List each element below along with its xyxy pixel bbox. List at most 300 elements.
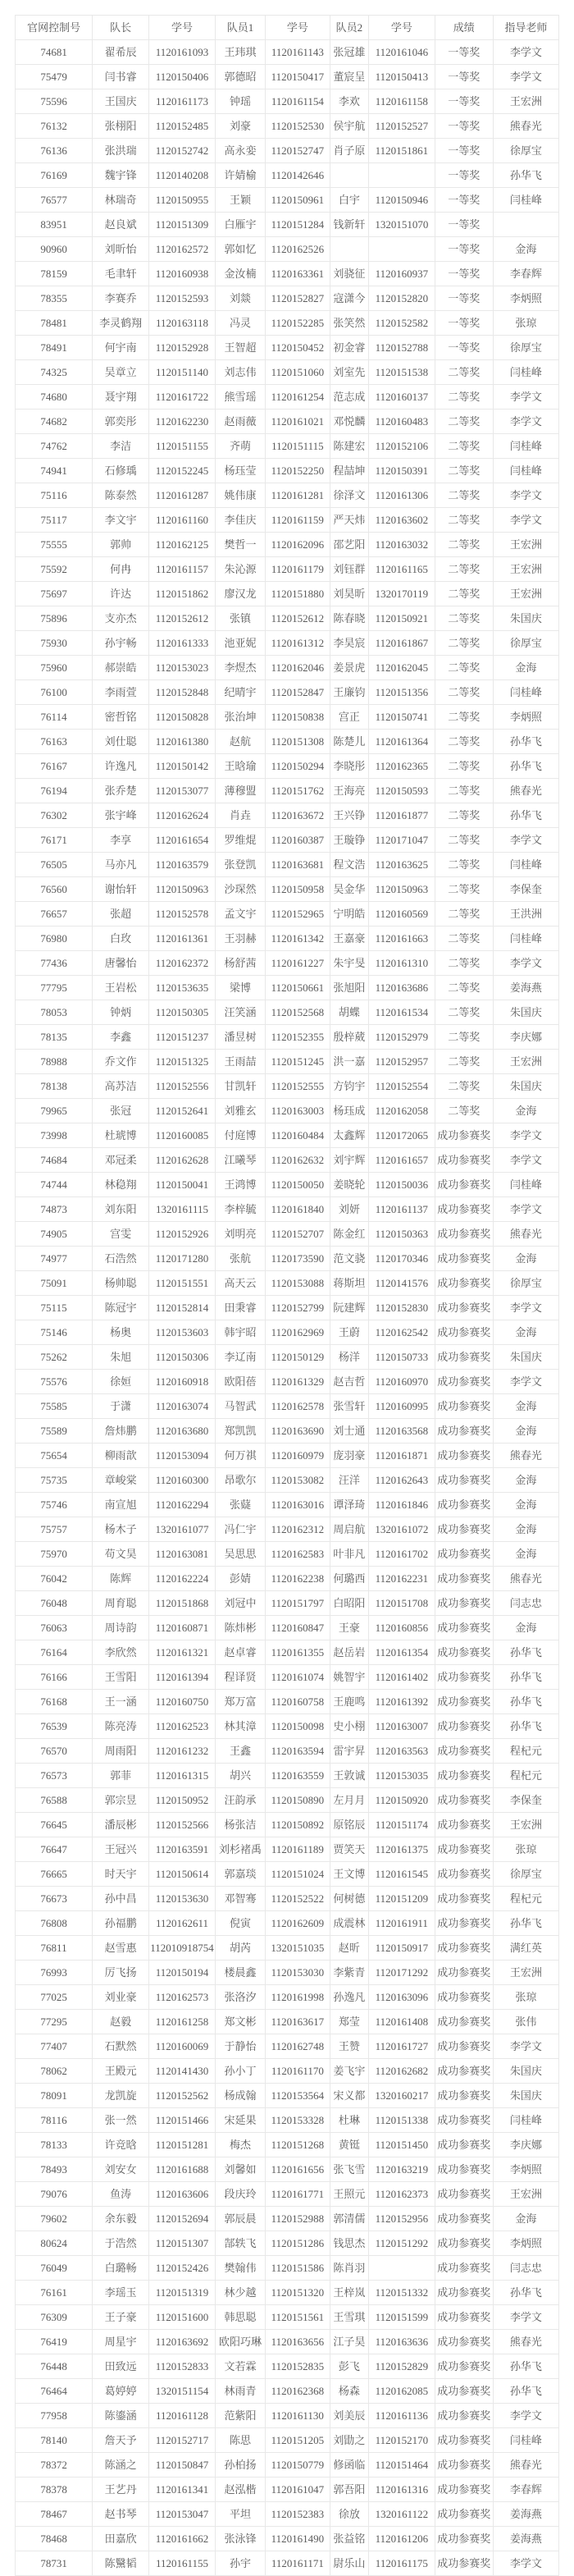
- cell-member1-id: 1120163672: [265, 803, 330, 828]
- cell-member2: 王蔚: [330, 1320, 368, 1345]
- table-row: [16, 2059, 559, 2084]
- cell-control-no: 78468: [16, 2527, 93, 2551]
- cell-advisor: 熊春光: [493, 2330, 558, 2354]
- cell-member1: 王晗瑜: [215, 754, 265, 779]
- cell-award: 一等奖: [435, 139, 493, 163]
- cell-member2-id: 1120163007: [368, 1714, 435, 1739]
- cell-member2-id: 1120161316: [368, 2478, 435, 2502]
- cell-leader: 邓冠柔: [93, 1148, 149, 1173]
- table-row: [16, 114, 559, 139]
- cell-member2-id: 1120163686: [368, 976, 435, 1000]
- cell-leader: 王殿元: [93, 2059, 149, 2084]
- cell-leader: 刘昕怡: [93, 237, 149, 262]
- table-row: [16, 385, 559, 410]
- cell-control-no: 76647: [16, 1837, 93, 1862]
- cell-leader-id: 1120151319: [149, 2281, 216, 2305]
- cell-member1-id: 1120151268: [265, 2133, 330, 2157]
- cell-member1: 胡芮: [215, 1936, 265, 1961]
- cell-member1-id: 1120162609: [265, 1911, 330, 1936]
- cell-member2: 姜景虎: [330, 656, 368, 680]
- cell-leader-id: 1120150305: [149, 1000, 216, 1025]
- cell-leader-id: 1120151466: [149, 2108, 216, 2133]
- cell-member1-id: 1120152827: [265, 286, 330, 311]
- cell-member2-id: 1120151356: [368, 680, 435, 705]
- cell-member1: 赵航: [215, 730, 265, 754]
- cell-award: 成功参赛奖: [435, 1887, 493, 1911]
- cell-award: 成功参赛奖: [435, 2527, 493, 2551]
- cell-member1: 林雨青: [215, 2379, 265, 2404]
- cell-member2-id: 1120161137: [368, 1197, 435, 1222]
- cell-award: 成功参赛奖: [435, 2281, 493, 2305]
- cell-leader: 高苏洁: [93, 1074, 149, 1099]
- cell-award: 成功参赛奖: [435, 1296, 493, 1320]
- cell-member2-id: 1120152829: [368, 2354, 435, 2379]
- cell-member1-id: 1120150098: [265, 1714, 330, 1739]
- table-row: [16, 1567, 559, 1591]
- cell-member2-id: 1120151538: [368, 360, 435, 385]
- cell-member1-id: 1120153328: [265, 2108, 330, 2133]
- cell-member1: 江曦琴: [215, 1148, 265, 1173]
- cell-award: 成功参赛奖: [435, 1837, 493, 1862]
- cell-control-no: 75746: [16, 1493, 93, 1517]
- table-row: [16, 1296, 559, 1320]
- cell-leader-id: 1120161380: [149, 730, 216, 754]
- table-row: [16, 1493, 559, 1517]
- cell-member1: 昂歌尔: [215, 1468, 265, 1493]
- column-header-advisor: 指导老师: [493, 16, 558, 40]
- cell-member2-id: 1120161663: [368, 927, 435, 951]
- cell-award: 二等奖: [435, 385, 493, 410]
- cell-advisor: 闫桂峰: [493, 360, 558, 385]
- cell-member1: 郭辰晨: [215, 2207, 265, 2231]
- cell-member2-id: 1120163563: [368, 1739, 435, 1764]
- cell-control-no: 76645: [16, 1813, 93, 1837]
- cell-award: 一等奖: [435, 65, 493, 89]
- cell-member2: 程喆坤: [330, 459, 368, 483]
- table-row: [16, 1591, 559, 1616]
- cell-member2-id: 1120161354: [368, 1640, 435, 1665]
- cell-member1: 许婧榆: [215, 163, 265, 188]
- cell-member1: 汪韵承: [215, 1788, 265, 1813]
- cell-member1: 刘明亮: [215, 1222, 265, 1247]
- table-row: [16, 557, 559, 582]
- cell-member1-id: 1120162578: [265, 1394, 330, 1419]
- cell-member1: 廖汉龙: [215, 582, 265, 606]
- cell-member1-id: 1120161656: [265, 2157, 330, 2182]
- cell-leader-id: 1120161155: [149, 2551, 216, 2576]
- cell-member2-id: 1120150917: [368, 1936, 435, 1961]
- cell-member1: 郭嘉琰: [215, 1862, 265, 1887]
- cell-leader: 李文宇: [93, 508, 149, 533]
- table-row: [16, 927, 559, 951]
- cell-advisor: 李学文: [493, 483, 558, 508]
- cell-award: 一等奖: [435, 188, 493, 213]
- cell-member1-id: 1120151284: [265, 213, 330, 237]
- cell-member1-id: 1120152530: [265, 114, 330, 139]
- table-row: [16, 1936, 559, 1961]
- table-row: [16, 434, 559, 459]
- cell-control-no: 78053: [16, 1000, 93, 1025]
- cell-member1-id: 1120163617: [265, 2010, 330, 2034]
- cell-member2-id: 1320160217: [368, 2084, 435, 2108]
- cell-award: 成功参赛奖: [435, 1271, 493, 1296]
- cell-advisor: 李炳照: [493, 705, 558, 730]
- cell-control-no: 78467: [16, 2502, 93, 2527]
- cell-member2-id: 1120170346: [368, 1247, 435, 1271]
- cell-member1-id: 1120142646: [265, 163, 330, 188]
- cell-award: 成功参赛奖: [435, 1148, 493, 1173]
- table-row: [16, 853, 559, 877]
- cell-member1-id: 1120153088: [265, 1271, 330, 1296]
- cell-member2-id: 1120151174: [368, 1813, 435, 1837]
- cell-award: 二等奖: [435, 631, 493, 656]
- cell-member1-id: 1120152799: [265, 1296, 330, 1320]
- cell-member1-id: 1120150417: [265, 65, 330, 89]
- cell-leader: 郭宗昱: [93, 1788, 149, 1813]
- cell-advisor: 孙华飞: [493, 730, 558, 754]
- cell-control-no: 79076: [16, 2182, 93, 2207]
- cell-member2-id: 1120163602: [368, 508, 435, 533]
- cell-leader-id: 112010918754: [149, 1936, 216, 1961]
- cell-member1-id: 1120162748: [265, 2034, 330, 2059]
- cell-advisor: 王宏洲: [493, 1050, 558, 1074]
- cell-award: 二等奖: [435, 705, 493, 730]
- cell-member1: 孟文宇: [215, 902, 265, 927]
- cell-member1: 刘雅玄: [215, 1099, 265, 1123]
- cell-award: 成功参赛奖: [435, 2157, 493, 2182]
- cell-control-no: 78493: [16, 2157, 93, 2182]
- cell-member1-id: 1120151762: [265, 779, 330, 803]
- cell-member1: 陈炜彬: [215, 1616, 265, 1640]
- cell-member1-id: 1120151205: [265, 2428, 330, 2453]
- cell-advisor: 王宏洲: [493, 1961, 558, 1985]
- cell-leader-id: 1120161688: [149, 2157, 216, 2182]
- table-row: [16, 1813, 559, 1837]
- cell-advisor: 李学文: [493, 1148, 558, 1173]
- cell-leader-id: 1120153635: [149, 976, 216, 1000]
- cell-advisor: 金海: [493, 237, 558, 262]
- table-row: [16, 2182, 559, 2207]
- cell-member1: 高天云: [215, 1271, 265, 1296]
- cell-control-no: 76166: [16, 1665, 93, 1690]
- cell-member2-id: 1120161545: [368, 1862, 435, 1887]
- cell-member2-id: 1120161206: [368, 2527, 435, 2551]
- cell-member2-id: 1120160856: [368, 1616, 435, 1640]
- cell-leader-id: 1120162628: [149, 1148, 216, 1173]
- cell-member1: 邓智骞: [215, 1887, 265, 1911]
- cell-control-no: 76063: [16, 1616, 93, 1640]
- cell-member1: 欧阳蓓: [215, 1370, 265, 1394]
- cell-advisor: 闫桂峰: [493, 680, 558, 705]
- table-row: [16, 1961, 559, 1985]
- cell-member1-id: 1120150452: [265, 336, 330, 360]
- cell-advisor: 程杞元: [493, 1887, 558, 1911]
- cell-award: 二等奖: [435, 582, 493, 606]
- cell-member1-id: 1120161342: [265, 927, 330, 951]
- cell-leader-id: 1120150041: [149, 1173, 216, 1197]
- cell-leader-id: 1120160938: [149, 262, 216, 286]
- cell-leader: 李瑶玉: [93, 2281, 149, 2305]
- table-row: [16, 754, 559, 779]
- cell-leader: 赵书琴: [93, 2502, 149, 2527]
- cell-award: 二等奖: [435, 976, 493, 1000]
- cell-leader: 郭帅: [93, 533, 149, 557]
- cell-member2: 陈春晓: [330, 606, 368, 631]
- cell-leader-id: 1120161160: [149, 508, 216, 533]
- cell-award: 成功参赛奖: [435, 1517, 493, 1542]
- cell-member2-id: 1120161702: [368, 1542, 435, 1567]
- cell-member2: 王梓岚: [330, 2281, 368, 2305]
- cell-member2-id: 1120161158: [368, 89, 435, 114]
- table-row: [16, 139, 559, 163]
- cell-advisor: 金海: [493, 1542, 558, 1567]
- cell-member1: 付庭博: [215, 1123, 265, 1148]
- cell-control-no: 75930: [16, 631, 93, 656]
- cell-member2: 邓悦麟: [330, 410, 368, 434]
- cell-leader-id: 1120162224: [149, 1567, 216, 1591]
- cell-member2: 吴金华: [330, 877, 368, 902]
- cell-member1: 郭如忆: [215, 237, 265, 262]
- cell-leader: 林瑞奇: [93, 188, 149, 213]
- cell-advisor: 孙华飞: [493, 2354, 558, 2379]
- cell-leader: 郭菲: [93, 1764, 149, 1788]
- cell-member2-id: 1120160995: [368, 1394, 435, 1419]
- cell-advisor: 徐厚宝: [493, 631, 558, 656]
- cell-member2-id: 1120152820: [368, 286, 435, 311]
- cell-award: 成功参赛奖: [435, 1394, 493, 1419]
- table-row: [16, 1419, 559, 1444]
- cell-leader: 何冉: [93, 557, 149, 582]
- cell-member2: 成震林: [330, 1911, 368, 1936]
- cell-member2: 董宸呈: [330, 65, 368, 89]
- cell-member2: 白昭阳: [330, 1591, 368, 1616]
- cell-member2: 刘妍: [330, 1197, 368, 1222]
- cell-member2: 刘士通: [330, 1419, 368, 1444]
- cell-member1-id: 1120150050: [265, 1173, 330, 1197]
- cell-control-no: 76811: [16, 1936, 93, 1961]
- table-row: [16, 1099, 559, 1123]
- cell-member2: 赵吉哲: [330, 1370, 368, 1394]
- cell-member1-id: 1120152612: [265, 606, 330, 631]
- cell-member1-id: 1120160847: [265, 1616, 330, 1640]
- table-row: [16, 1616, 559, 1640]
- cell-member1: 宋延果: [215, 2108, 265, 2133]
- cell-leader: 钟炳: [93, 1000, 149, 1025]
- cell-member1-id: 1120161189: [265, 1837, 330, 1862]
- cell-leader: 石修瑀: [93, 459, 149, 483]
- cell-leader-id: 1120152556: [149, 1074, 216, 1099]
- cell-leader: 毛聿轩: [93, 262, 149, 286]
- cell-leader: 谢怡轩: [93, 877, 149, 902]
- cell-member2: 刘钰群: [330, 557, 368, 582]
- cell-member2-id: 1120171292: [368, 1961, 435, 1985]
- cell-leader: 张洪瑞: [93, 139, 149, 163]
- cell-control-no: 76657: [16, 902, 93, 927]
- cell-advisor: 姜海燕: [493, 976, 558, 1000]
- cell-member1-id: 1120162969: [265, 1320, 330, 1345]
- cell-member2: [330, 237, 368, 262]
- cell-member2: 李晓彤: [330, 754, 368, 779]
- results-table: [15, 15, 559, 2576]
- cell-control-no: 78116: [16, 2108, 93, 2133]
- cell-advisor: 李学文: [493, 40, 558, 65]
- cell-award: 二等奖: [435, 533, 493, 557]
- cell-member2: 陈肖羽: [330, 2256, 368, 2281]
- cell-award: 一等奖: [435, 262, 493, 286]
- table-row: [16, 1985, 559, 2010]
- cell-advisor: 孙华飞: [493, 2281, 558, 2305]
- cell-control-no: 75576: [16, 1370, 93, 1394]
- cell-member1-id: 1120161329: [265, 1370, 330, 1394]
- cell-member2-id: 1120161871: [368, 1444, 435, 1468]
- cell-member2: 王璇铮: [330, 828, 368, 853]
- table-row: [16, 1173, 559, 1197]
- cell-member2: 左月月: [330, 1788, 368, 1813]
- cell-control-no: 76665: [16, 1862, 93, 1887]
- cell-member2-id: 1120153035: [368, 1764, 435, 1788]
- cell-advisor: 李学文: [493, 2305, 558, 2330]
- cell-advisor: 孙华飞: [493, 163, 558, 188]
- cell-member1-id: 1120162046: [265, 656, 330, 680]
- cell-leader: 王岩松: [93, 976, 149, 1000]
- cell-leader-id: 1120152814: [149, 1296, 216, 1320]
- cell-member1-id: 1120161998: [265, 1985, 330, 2010]
- cell-control-no: 75960: [16, 656, 93, 680]
- cell-leader-id: 1120161258: [149, 2010, 216, 2034]
- cell-member2: 刘勖之: [330, 2428, 368, 2453]
- cell-member2-id: 1320170119: [368, 582, 435, 606]
- cell-leader: 杨木子: [93, 1517, 149, 1542]
- cell-advisor: 孙华飞: [493, 754, 558, 779]
- cell-member1: 沙琛然: [215, 877, 265, 902]
- cell-award: 成功参赛奖: [435, 2379, 493, 2404]
- cell-leader-id: 1120140208: [149, 163, 216, 188]
- cell-leader: 李洁: [93, 434, 149, 459]
- cell-member1-id: 1120151286: [265, 2231, 330, 2256]
- table-row: [16, 89, 559, 114]
- cell-award: 一等奖: [435, 286, 493, 311]
- cell-member1: 郑文彬: [215, 2010, 265, 2034]
- cell-member1-id: 1120151561: [265, 2305, 330, 2330]
- cell-control-no: 75146: [16, 1320, 93, 1345]
- cell-control-no: 90960: [16, 237, 93, 262]
- cell-award: 成功参赛奖: [435, 2502, 493, 2527]
- cell-leader-id: 1120162372: [149, 951, 216, 976]
- cell-leader-id: 1120171280: [149, 1247, 216, 1271]
- cell-leader-id: 1120160871: [149, 1616, 216, 1640]
- cell-leader-id: 1120151600: [149, 2305, 216, 2330]
- cell-member1: 王玮琪: [215, 40, 265, 65]
- cell-member2: 刘室先: [330, 360, 368, 385]
- cell-member2-id: 1120161306: [368, 483, 435, 508]
- cell-member2: 张飞雪: [330, 2157, 368, 2182]
- cell-control-no: 75585: [16, 1394, 93, 1419]
- cell-member2: 王海亮: [330, 779, 368, 803]
- cell-award: 成功参赛奖: [435, 2305, 493, 2330]
- cell-advisor: 王宏洲: [493, 89, 558, 114]
- cell-member1: 胡兴: [215, 1764, 265, 1788]
- cell-award: 成功参赛奖: [435, 2108, 493, 2133]
- cell-member1: 郑凯凯: [215, 1419, 265, 1444]
- cell-advisor: 闫桂峰: [493, 927, 558, 951]
- cell-award: 成功参赛奖: [435, 2551, 493, 2576]
- cell-control-no: 74977: [16, 1247, 93, 1271]
- cell-member2: 蒋斯坦: [330, 1271, 368, 1296]
- table-row: [16, 779, 559, 803]
- cell-award: 成功参赛奖: [435, 2428, 493, 2453]
- cell-award: 成功参赛奖: [435, 2084, 493, 2108]
- cell-leader: 田嘉欣: [93, 2527, 149, 2551]
- cell-leader: 孙福鹏: [93, 1911, 149, 1936]
- cell-award: 二等奖: [435, 779, 493, 803]
- cell-member1-id: 1120161154: [265, 89, 330, 114]
- cell-leader: 王冠兴: [93, 1837, 149, 1862]
- cell-control-no: 79602: [16, 2207, 93, 2231]
- cell-member2-id: 1120150920: [368, 1788, 435, 1813]
- cell-leader-id: 1120163591: [149, 1837, 216, 1862]
- cell-member1-id: 1120161490: [265, 2527, 330, 2551]
- cell-advisor: 孙华飞: [493, 1714, 558, 1739]
- cell-award: 二等奖: [435, 557, 493, 582]
- cell-leader: 朱旭: [93, 1345, 149, 1370]
- cell-member2: 叶非凡: [330, 1542, 368, 1567]
- cell-member2-id: 1120160970: [368, 1370, 435, 1394]
- cell-award: 成功参赛奖: [435, 1813, 493, 1837]
- cell-member2-id: 1120152554: [368, 1074, 435, 1099]
- cell-member2-id: 1120161534: [368, 1000, 435, 1025]
- cell-member2: 王赞: [330, 2034, 368, 2059]
- cell-leader: 杨奥: [93, 1320, 149, 1345]
- table-row: [16, 1862, 559, 1887]
- cell-member2: 王豪: [330, 1616, 368, 1640]
- table-row: [16, 2108, 559, 2133]
- cell-leader-id: 1120151237: [149, 1025, 216, 1050]
- cell-member1-id: 1120161840: [265, 1197, 330, 1222]
- cell-member2-id: [368, 163, 435, 188]
- cell-award: 成功参赛奖: [435, 1961, 493, 1985]
- cell-control-no: 78159: [16, 262, 93, 286]
- cell-member1: 王智超: [215, 336, 265, 360]
- cell-control-no: 74680: [16, 385, 93, 410]
- table-row: [16, 1665, 559, 1690]
- cell-advisor: 李学文: [493, 65, 558, 89]
- cell-member2: 侯宇航: [330, 114, 368, 139]
- cell-member1: 薄穆盟: [215, 779, 265, 803]
- cell-leader-id: 1120152245: [149, 459, 216, 483]
- cell-control-no: 75735: [16, 1468, 93, 1493]
- cell-member2: 杨森: [330, 2379, 368, 2404]
- cell-member1: 肖垚: [215, 803, 265, 828]
- cell-member2-id: 1120152582: [368, 311, 435, 336]
- cell-leader-id: 1120150306: [149, 1345, 216, 1370]
- cell-member2: 张益铭: [330, 2527, 368, 2551]
- cell-advisor: 李学文: [493, 828, 558, 853]
- cell-member1-id: 1120161254: [265, 385, 330, 410]
- cell-award: 成功参赛奖: [435, 1542, 493, 1567]
- cell-member2-id: 1120160937: [368, 262, 435, 286]
- cell-leader: 陈鎏涵: [93, 2404, 149, 2428]
- cell-award: 成功参赛奖: [435, 1493, 493, 1517]
- cell-advisor: 王洪洲: [493, 902, 558, 927]
- cell-control-no: 75117: [16, 508, 93, 533]
- cell-leader: 聂宇翔: [93, 385, 149, 410]
- cell-control-no: 77295: [16, 2010, 93, 2034]
- cell-member1: 刘豪: [215, 114, 265, 139]
- cell-member2: 刘昊昕: [330, 582, 368, 606]
- cell-control-no: 76993: [16, 1961, 93, 1985]
- cell-award: 成功参赛奖: [435, 1616, 493, 1640]
- cell-control-no: 76539: [16, 1714, 93, 1739]
